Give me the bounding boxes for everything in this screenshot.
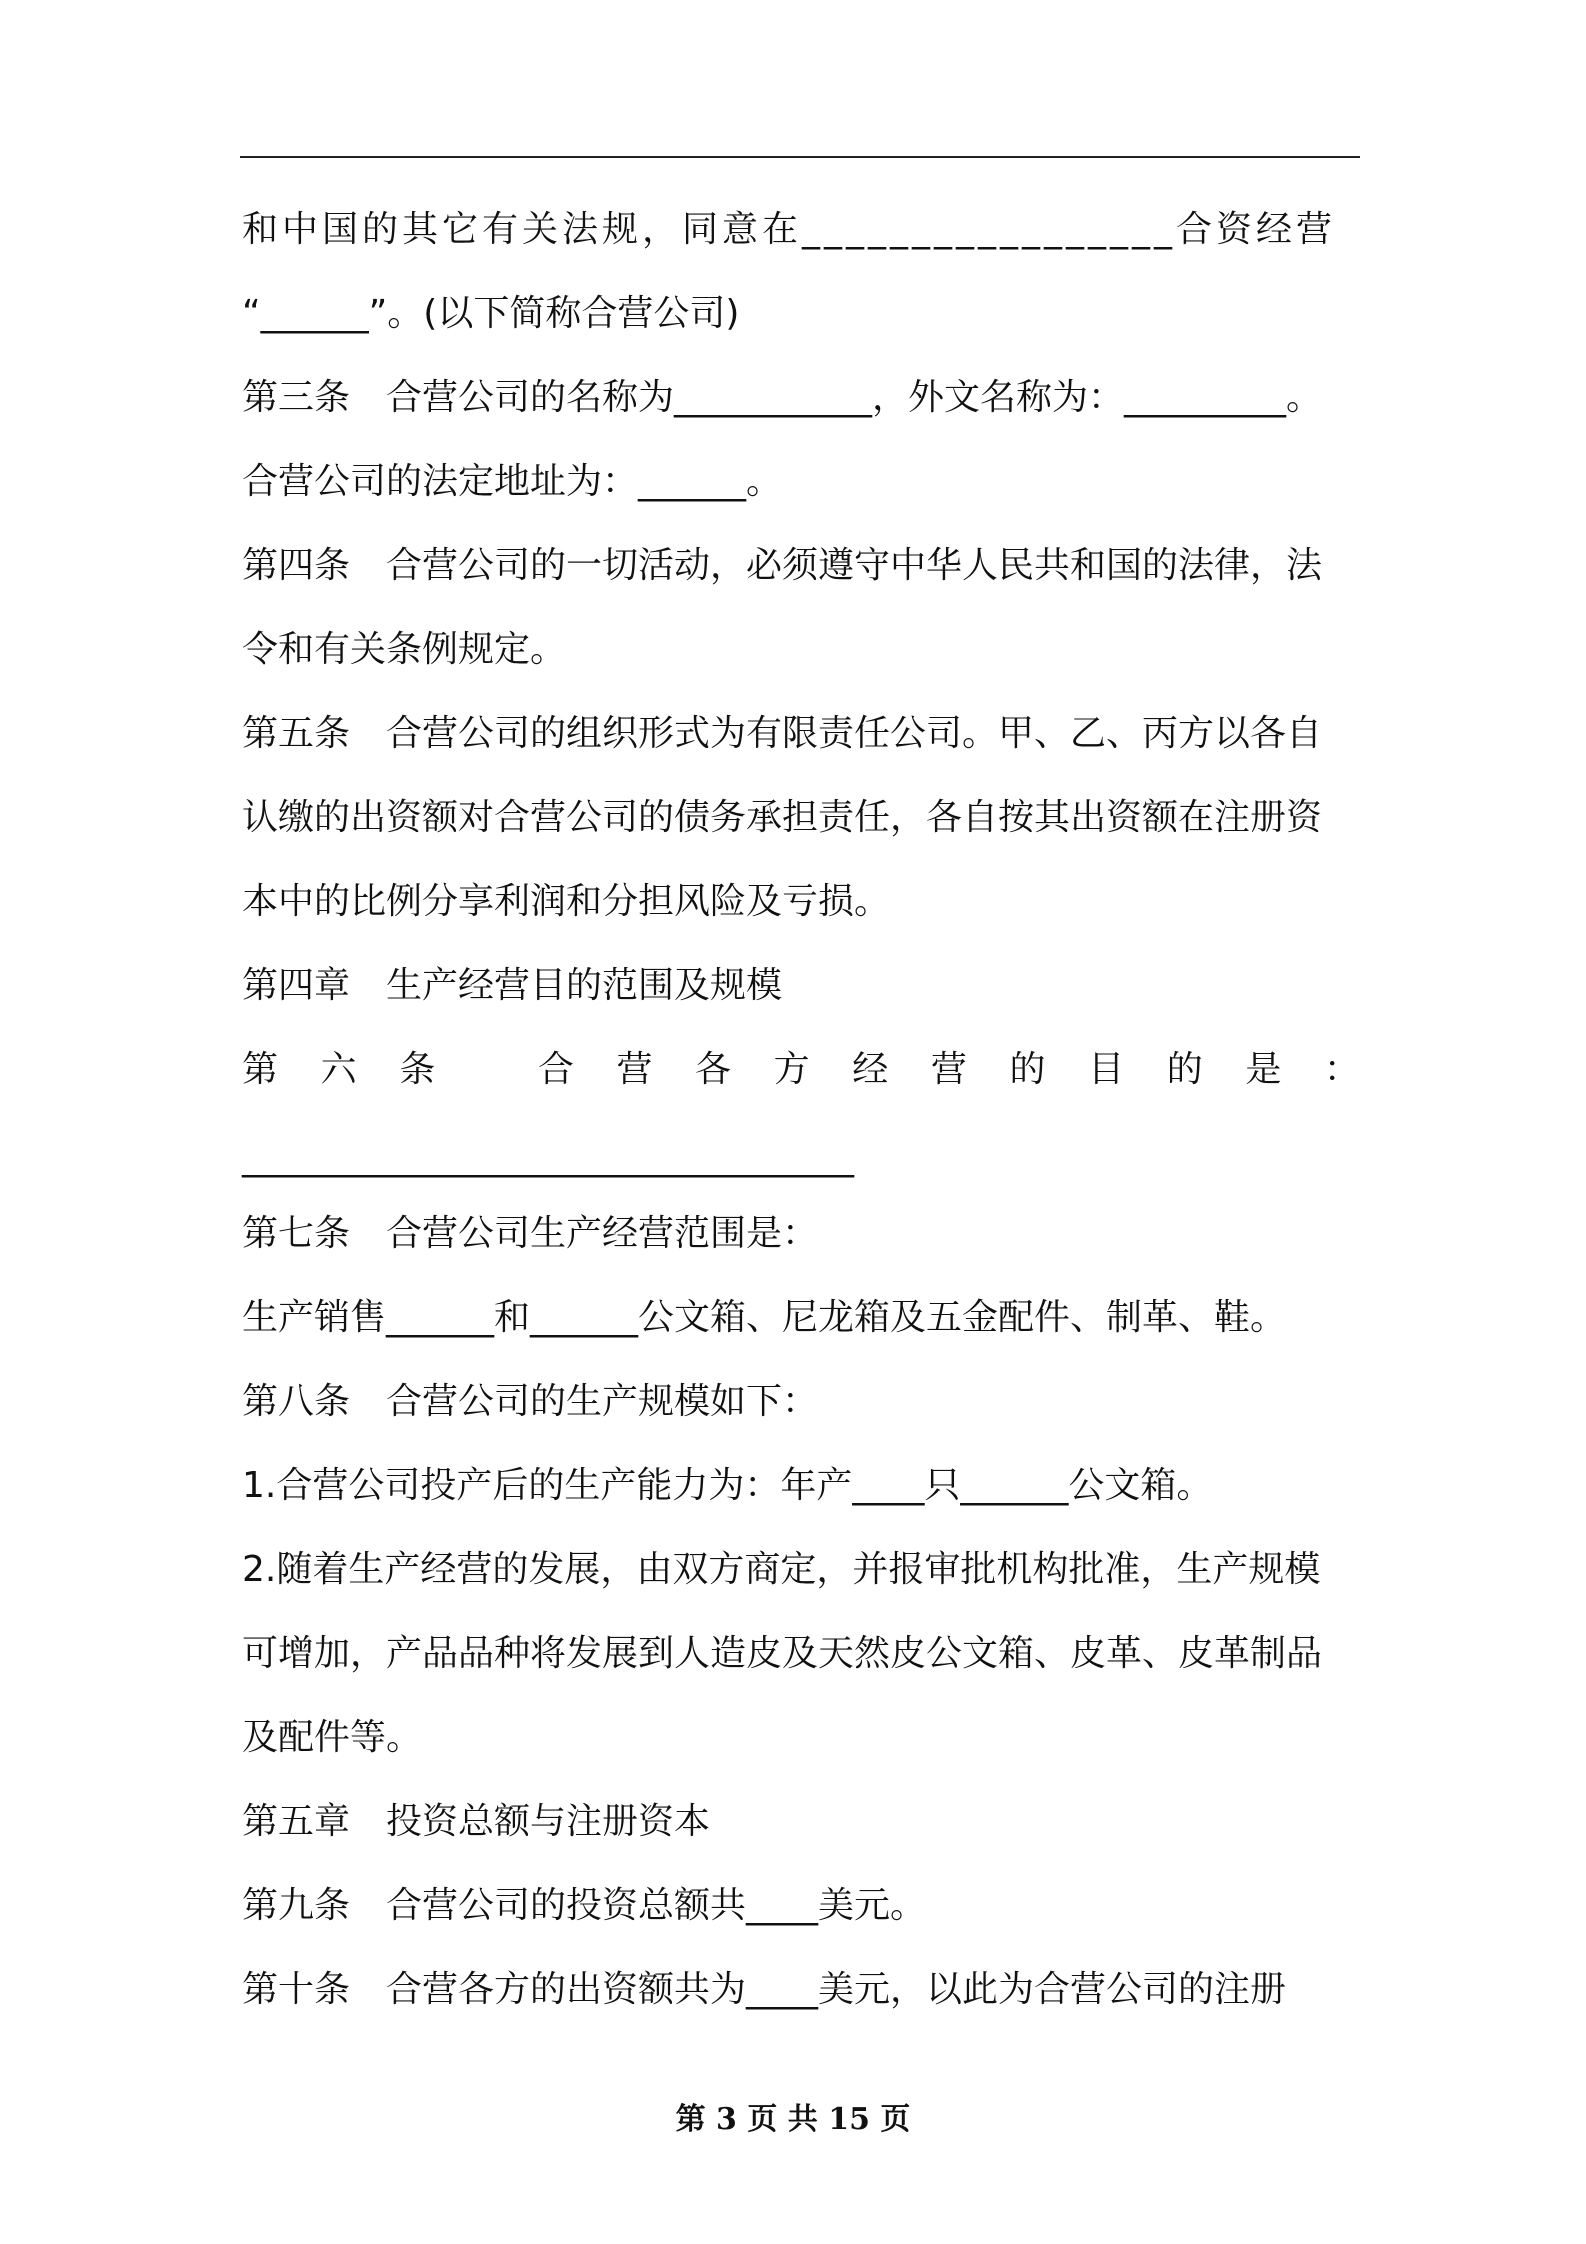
- article-6-char: 经: [852, 1049, 889, 1090]
- article-6-line: [242, 1042, 1360, 1098]
- article-6-char: 的: [1009, 1049, 1046, 1090]
- article-6-char: 六: [320, 1049, 357, 1090]
- text-line: 令和有关条例规定。: [242, 629, 567, 670]
- text-line: 和中国的其它有关法规，同意在_________________合资经营: [242, 209, 1337, 250]
- article-6-char: 条: [399, 1049, 436, 1090]
- text-line: 生产销售______和______公文箱、尼龙箱及五金配件、制革、鞋。: [242, 1297, 1287, 1338]
- text-line: 本中的比例分享利润和分担风险及亏损。: [242, 881, 891, 922]
- chapter-5-heading: 第五章 投资总额与注册资本: [242, 1801, 711, 1842]
- article-6-char: 各: [695, 1049, 732, 1090]
- text-line: 及配件等。: [242, 1717, 423, 1758]
- article-10-line: 第十条 合营各方的出资额共为____美元，以此为合营公司的注册: [242, 1969, 1287, 2010]
- article-6-char: 合: [537, 1049, 574, 1090]
- article-9-line: 第九条 合营公司的投资总额共____美元。: [242, 1885, 927, 1926]
- article-4-line: 第四条 合营公司的一切活动，必须遵守中华人民共和国的法律，法: [242, 545, 1323, 586]
- article-6-char: 目: [1088, 1049, 1125, 1090]
- text-line: 认缴的出资额对合营公司的债务承担责任，各自按其出资额在注册资: [242, 797, 1323, 838]
- article-6-char: 是: [1245, 1049, 1282, 1090]
- article-6-char: 的: [1166, 1049, 1203, 1090]
- article-6-blank: __________________________________: [242, 1137, 854, 1178]
- text-line: 1.合营公司投产后的生产能力为：年产____只______公文箱。: [242, 1465, 1213, 1506]
- text-line: 2.随着生产经营的发展，由双方商定，并报审批机构批准，生产规模: [242, 1549, 1321, 1590]
- article-8-line: 第八条 合营公司的生产规模如下：: [242, 1381, 819, 1422]
- chapter-4-heading: 第四章 生产经营目的范围及规模: [242, 965, 783, 1006]
- article-3-line: 第三条 合营公司的名称为___________，外文名称为：_________。: [242, 377, 1323, 418]
- header-rule: [240, 156, 1360, 158]
- article-6-char: ：: [1323, 1049, 1360, 1090]
- article-6-char: 营: [616, 1049, 653, 1090]
- article-6-char: 营: [930, 1049, 967, 1090]
- text-line: “______”。(以下简称合营公司): [242, 293, 740, 334]
- page-number-footer: 第 3 页 共 15 页: [675, 2102, 911, 2137]
- article-5-line: 第五条 合营公司的组织形式为有限责任公司。甲、乙、丙方以各自: [242, 713, 1323, 754]
- article-6-char: 方: [773, 1049, 810, 1090]
- text-line: 合营公司的法定地址为：______。: [242, 461, 783, 502]
- article-7-line: 第七条 合营公司生产经营范围是：: [242, 1213, 819, 1254]
- article-6-char: 第: [242, 1049, 279, 1090]
- text-line: 可增加，产品品种将发展到人造皮及天然皮公文箱、皮革、皮革制品: [242, 1633, 1323, 1674]
